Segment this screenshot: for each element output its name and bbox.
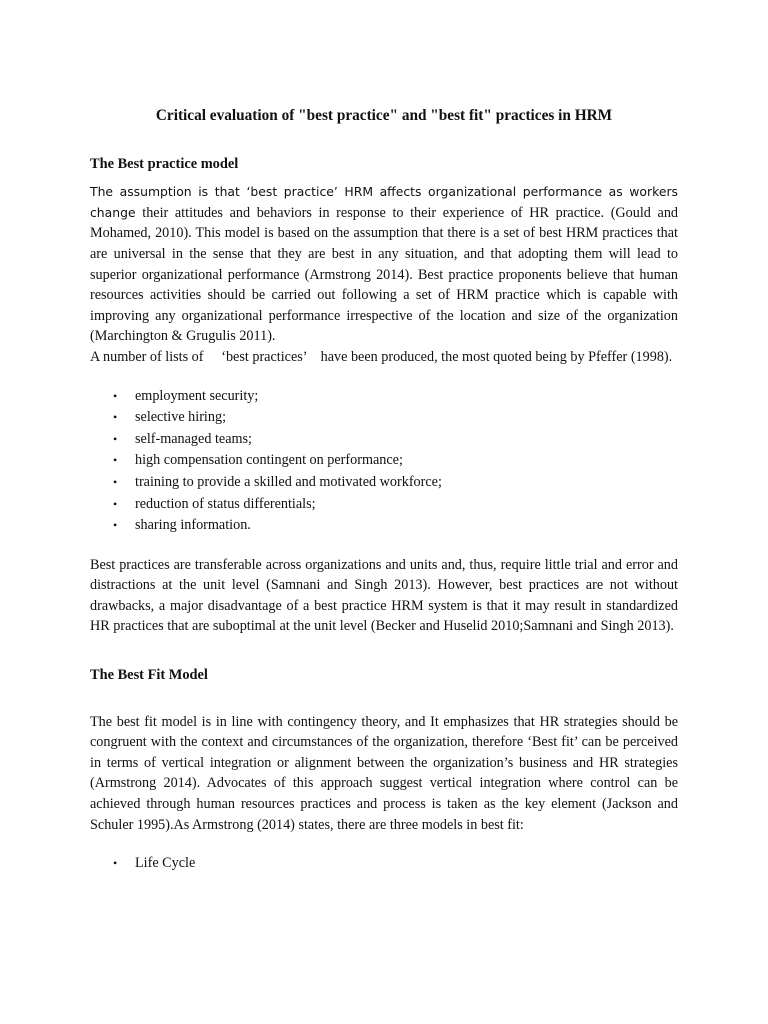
document-body	[90, 106, 678, 875]
bullet-icon: •	[113, 388, 118, 403]
list-item: • high compensation contingent on performance;	[90, 450, 678, 472]
best-practice-paragraph-1	[90, 182, 678, 347]
best-practice-paragraph-1-lead: The assumption is that ‘best practice’ HRM affects organizational performance as workers change	[90, 184, 678, 220]
bullet-icon: •	[113, 453, 118, 468]
best-fit-paragraph-1: The best fit model is in line with contingency theory, and It emphasizes that HR strategies should be congruent with the context and circumstances of the organization, therefore ‘Best fit’ can be perceived in terms of vertical integration or alignment between the organization’s business and HR strategies (Armstrong 2014). Advocates of this approach suggest vertical integration where control can be achieved through human resources practices and process is taken as the key element (Jackson and Schuler 1995).As Armstrong (2014) states, there are three models in best fit:	[90, 713, 678, 833]
bullet-icon: •	[113, 474, 118, 489]
bullet-icon: •	[113, 518, 118, 533]
list-item: • Life Cycle	[90, 853, 678, 875]
list-item: • self-managed teams;	[90, 429, 678, 451]
list-item: • selective hiring;	[90, 407, 678, 429]
list-item: • sharing information.	[90, 515, 678, 537]
list-item: • training to provide a skilled and motivated workforce;	[90, 472, 678, 494]
best-practice-paragraph-2: A number of lists of ‘best practices’ have been produced, the most quoted being by Pfeffer (1998).	[90, 348, 673, 365]
best-fit-heading: The Best Fit Model	[90, 667, 208, 684]
bullet-icon: •	[113, 410, 118, 425]
list-item: • employment security;	[90, 386, 678, 408]
bullet-icon: •	[113, 496, 118, 511]
document-title: Critical evaluation of "best practice" and "best fit" practices in HRM	[155, 107, 613, 124]
best-practice-paragraph-1-rest: their attitudes and behaviors in response to their experience of HR practice. (Gould and Mohamed, 2010). This model is based on the assumption that there is a set of best HRM practices that are universal in the sense that they are best in any situation, and that adopting them will lead to superior organizational performance (Armstrong 2014). Best practice proponents believe that human resources activities should be carried out following a set of HRM practice which is capable with improving any organizational performance irrespective of the location and size of the organization (Marchington & Grugulis 2011).	[90, 204, 679, 345]
bullet-icon: •	[113, 856, 118, 871]
pfeffer-practices-list	[90, 386, 678, 537]
best-fit-models-list	[90, 853, 678, 875]
list-item: • reduction of status differentials;	[90, 494, 678, 516]
best-practice-heading: The Best practice model	[90, 155, 239, 172]
best-practice-paragraph-3: Best practices are transferable across organizations and units and, thus, require little trial and error and distractions at the unit level (Samnani and Singh 2013). However, best practices are not without drawbacks, a major disadvantage of a best practice HRM system is that it may result in standardized HR practices that are suboptimal at the unit level (Becker and Huselid 2010;Samnani and Singh 2013).	[90, 556, 678, 635]
bullet-icon: •	[113, 431, 118, 446]
